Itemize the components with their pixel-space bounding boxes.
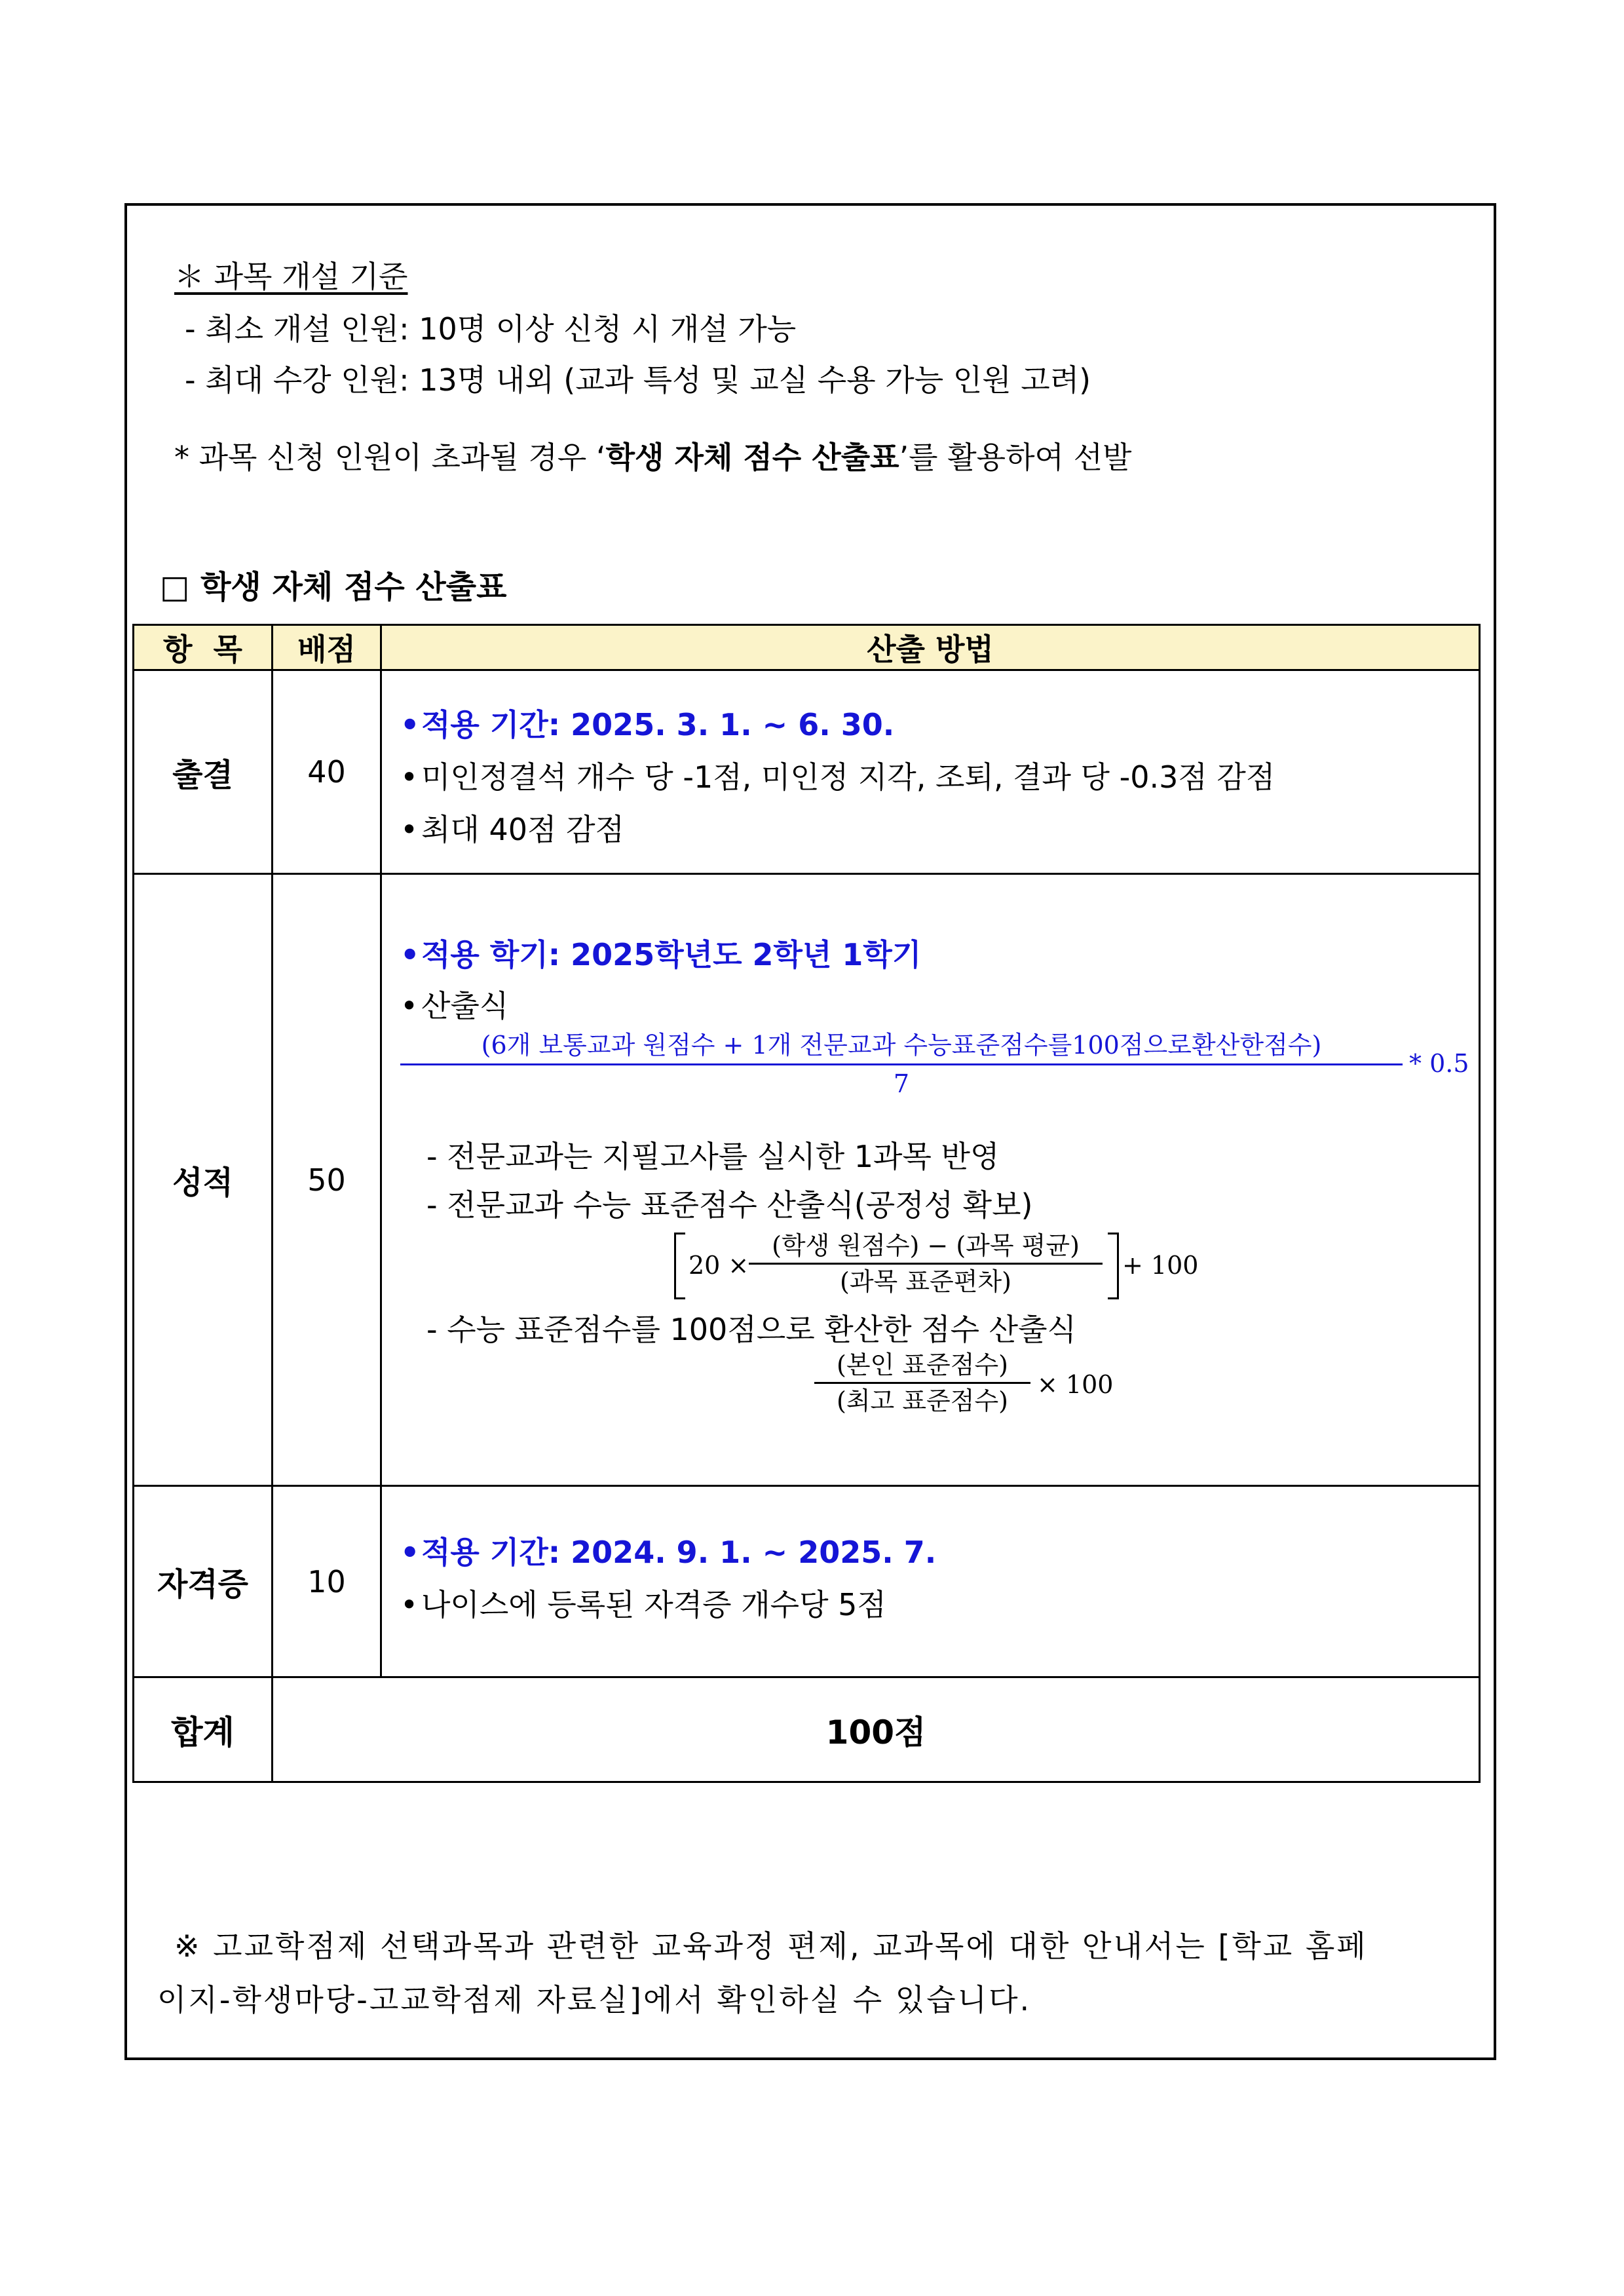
- main-formula-bar: [400, 1063, 1403, 1065]
- total-row: [134, 1677, 1480, 1782]
- main-formula-multiplier: * 0.5: [1409, 1049, 1469, 1078]
- conv-formula-denominator: (최고 표준점수): [837, 1387, 1008, 1415]
- grades-period: •적용 학기: 2025학년도 2학년 1학기: [400, 937, 922, 972]
- header-method: 산출 방법: [381, 625, 1480, 670]
- attendance-category: 출결: [134, 670, 273, 874]
- std-formula-denominator: (과목 표준편차): [840, 1267, 1011, 1296]
- header-points: 배점: [273, 625, 381, 670]
- criteria-heading: [174, 257, 407, 296]
- certificates-period-text: 적용 기간: 2024. 9. 1. ~ 2025. 7.: [421, 1535, 937, 1570]
- attendance-max-text: 최대 40점 감점: [421, 812, 624, 847]
- certificates-points: 10: [273, 1486, 381, 1677]
- certificates-category: 자격증: [134, 1486, 273, 1677]
- selection-rule-suffix: ’를 활용하여 선발: [899, 440, 1132, 475]
- certificates-rule-text: 나이스에 등록된 자격증 개수당 5점: [421, 1587, 886, 1622]
- attendance-period: •적용 기간: 2025. 3. 1. ~ 6. 30.: [400, 707, 895, 742]
- std-formula-numerator: (학생 원점수) − (과목 평균): [772, 1231, 1080, 1260]
- std-formula-prefix: 20 ×: [689, 1251, 749, 1280]
- main-formula-numerator: (6개 보통교과 원점수 + 1개 전문교과 수능표준점수를100점으로환산한점수): [481, 1031, 1322, 1060]
- attendance-max: • 최대 40점 감점: [400, 812, 624, 847]
- conv-formula-suffix: × 100: [1037, 1370, 1114, 1399]
- table-header-row: [134, 625, 1480, 670]
- attendance-row: [134, 670, 1480, 874]
- header-category: 항 목: [134, 625, 273, 670]
- main-formula: [400, 1029, 1403, 1100]
- total-value: 100점: [273, 1677, 1480, 1782]
- conv-formula-bar: [814, 1382, 1030, 1384]
- score-table: [132, 624, 1481, 1783]
- certificates-row: [134, 1486, 1480, 1677]
- note-specialized: - 전문교과는 지필고사를 실시한 1과목 반영: [426, 1139, 1000, 1174]
- std-bracket-right: [1108, 1233, 1119, 1299]
- std-bracket-left: [674, 1233, 685, 1299]
- criteria-heading-text: ＊ 과목 개설 기준: [174, 259, 408, 294]
- total-category: 합계: [134, 1677, 273, 1782]
- grades-row: [134, 874, 1480, 1486]
- grades-category: 성적: [134, 874, 273, 1486]
- grades-period-text: 적용 학기: 2025학년도 2학년 1학기: [421, 937, 922, 972]
- grades-method: [381, 874, 1480, 1486]
- selection-rule: [174, 438, 1131, 477]
- formula-label: • 산출식: [400, 988, 509, 1024]
- attendance-points: 40: [273, 670, 381, 874]
- footer-note-line1: ※ 고교학점제 선택과목과 관련한 교육과정 편제, 교과목에 대한 안내서는 [학교 홈페: [174, 1928, 1368, 1964]
- note-conversion: - 수능 표준점수를 100점으로 환산한 점수 산출식: [426, 1312, 1076, 1347]
- std-formula-suffix: + 100: [1122, 1251, 1199, 1280]
- attendance-method: [381, 670, 1480, 874]
- min-enroll-text: - 최소 개설 인원: 10명 이상 신청 시 개설 가능: [185, 311, 797, 347]
- certificates-period: •적용 기간: 2024. 9. 1. ~ 2025. 7.: [400, 1535, 937, 1570]
- conv-formula-numerator: (본인 표준점수): [837, 1350, 1008, 1379]
- certificates-method: [381, 1486, 1480, 1677]
- footer-note-line2: 이지-학생마당-고교학점제 자료실]에서 확인하실 수 있습니다.: [157, 1982, 1032, 2018]
- attendance-deduction: • 미인정결석 개수 당 -1점, 미인정 지각, 조퇴, 결과 당 -0.3점 감점: [400, 759, 1275, 795]
- attendance-period-text: 적용 기간: 2025. 3. 1. ~ 6. 30.: [421, 707, 895, 742]
- std-formula-bar: [749, 1263, 1103, 1265]
- table-title: □ 학생 자체 점수 산출표: [160, 569, 507, 605]
- formula-label-text: 산출식: [421, 988, 509, 1024]
- note-std-formula: - 전문교과 수능 표준점수 산출식(공정성 확보): [426, 1187, 1033, 1223]
- selection-rule-bold: 학생 자체 점수 산출표: [605, 440, 899, 475]
- attendance-deduction-text: 미인정결석 개수 당 -1점, 미인정 지각, 조퇴, 결과 당 -0.3점 감점: [421, 759, 1275, 795]
- main-formula-denominator: 7: [893, 1069, 910, 1098]
- std-formula: [749, 1231, 1103, 1296]
- max-enroll-text: - 최대 수강 인원: 13명 내외 (교과 특성 및 교실 수용 가능 인원 고려): [185, 362, 1091, 398]
- grades-points: 50: [273, 874, 381, 1486]
- certificates-rule: • 나이스에 등록된 자격증 개수당 5점: [400, 1587, 886, 1622]
- conv-formula: [814, 1350, 1030, 1415]
- selection-rule-prefix: * 과목 신청 인원이 초과될 경우 ‘: [174, 440, 606, 475]
